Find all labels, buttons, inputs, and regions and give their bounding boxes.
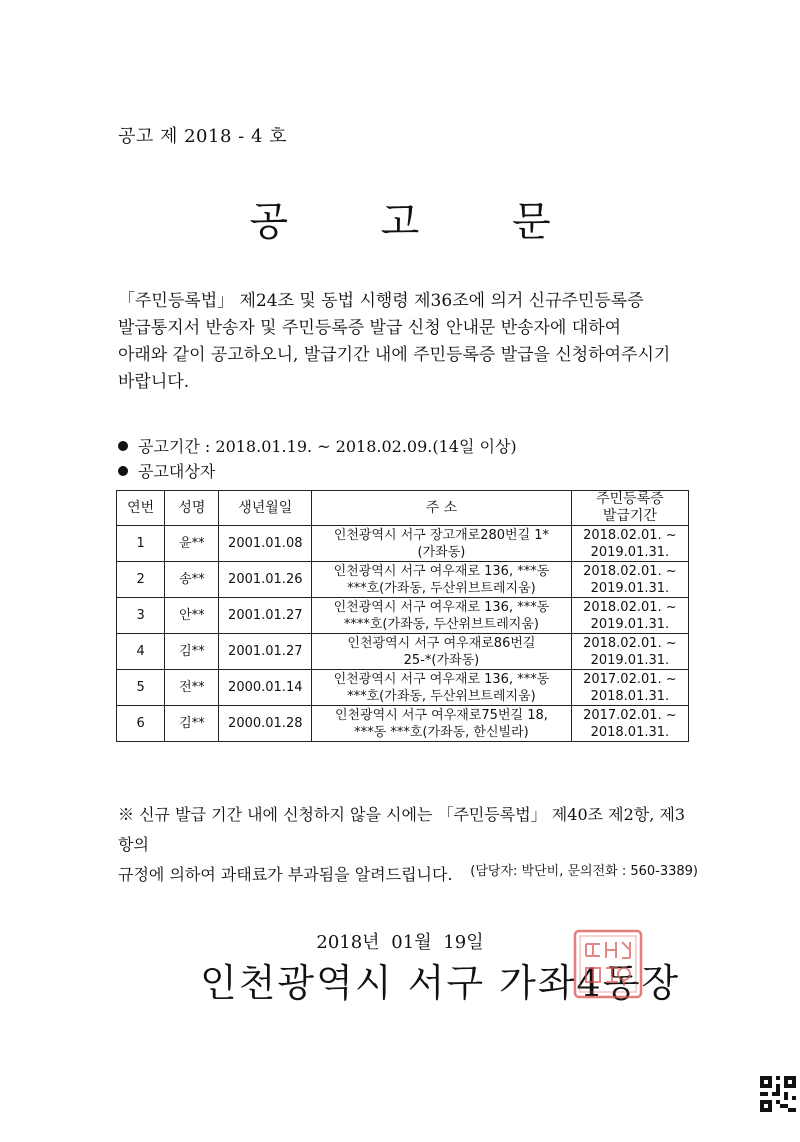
cell-period [571,526,688,562]
header-no: 연번 [117,491,165,526]
records-table [116,490,689,742]
header-birth: 생년월일 [219,491,312,526]
cell-no: 1 [117,526,165,562]
period-start: 2018.02.01. ~ [583,599,677,615]
note-line: ※ 신규 발급 기간 내에 신청하지 않을 시에는 「주민등록법」 제40조 제2항, 제3항의 [118,805,686,854]
cell-name: 김** [165,634,219,670]
cell-no: 2 [117,562,165,598]
period-end: 2018.01.31. [590,724,670,740]
period-start: 2017.02.01. ~ [583,707,677,723]
address-line: 인천광역시 서구 여우재로 136, ***동 [333,563,550,579]
address-line: 25-*(가좌동) [403,652,480,668]
table-row [117,670,689,706]
cell-period [571,634,688,670]
issue-date: 2018년 01월 19일 [316,932,484,953]
period-end: 2019.01.31. [590,652,670,668]
cell-address [312,670,572,706]
address-line: 인천광역시 서구 여우재로86번길 [347,635,536,651]
intro-line: 발급통지서 반송자 및 주민등록증 발급 신청 안내문 반송자에 대하여 [118,318,622,338]
cell-birth: 2001.01.26 [219,562,312,598]
cell-address [312,562,572,598]
cell-address [312,598,572,634]
header-address: 주 소 [312,491,572,526]
address-line: (가좌동) [417,544,466,560]
table-row [117,598,689,634]
cell-name: 안** [165,598,219,634]
notice-period [118,434,517,457]
period-end: 2019.01.31. [590,580,670,596]
period-end: 2018.01.31. [590,688,670,704]
header-period-line1: 주민등록증 [596,491,664,507]
cell-name: 김** [165,706,219,742]
cell-no: 3 [117,598,165,634]
period-start: 2018.02.01. ~ [583,527,677,543]
targets-heading [118,459,215,482]
address-line: 인천광역시 서구 여우재로 136, ***동 [333,599,550,615]
intro-line: 바랍니다. [118,372,190,392]
targets-heading-text: 공고대상자 [138,462,216,481]
address-line: ***호(가좌동, 두산위브트레지움) [347,688,536,704]
intro-line: 아래와 같이 공고하오니, 발급기간 내에 주민등록증 발급을 신청하여주시기 [118,345,671,365]
issuer-name: 인천광역시 서구 가좌4동장 [200,961,681,1005]
cell-birth: 2001.01.27 [219,598,312,634]
qr-code-icon [760,1076,796,1112]
address-line: ****호(가좌동, 두산위브트레지움) [343,616,539,632]
cell-address [312,634,572,670]
address-line: 인천광역시 서구 장고개로280번길 1* [333,527,550,543]
header-period [571,491,688,526]
cell-address [312,706,572,742]
header-period-line2: 발급기간 [602,508,657,524]
cell-name: 전** [165,670,219,706]
notice-period-text: 공고기간 : 2018.01.19. ~ 2018.02.09.(14일 이상) [138,437,517,456]
header-name: 성명 [165,491,219,526]
period-start: 2017.02.01. ~ [583,671,677,687]
cell-no: 5 [117,670,165,706]
bullet-icon [118,441,128,451]
table-row [117,562,689,598]
cell-address [312,526,572,562]
address-line: 인천광역시 서구 여우재로75번길 18, [335,707,548,723]
period-start: 2018.02.01. ~ [583,563,677,579]
cell-birth: 2000.01.14 [219,670,312,706]
cell-name: 송** [165,562,219,598]
address-line: 인천광역시 서구 여우재로 136, ***동 [333,671,550,687]
cell-birth: 2001.01.08 [219,526,312,562]
cell-no: 6 [117,706,165,742]
table-row [117,526,689,562]
table-header-row [117,491,689,526]
cell-birth: 2001.01.27 [219,634,312,670]
table-row [117,634,689,670]
intro-line: 「주민등록법」 제24조 및 동법 시행령 제36조에 의거 신규주민등록증 [118,291,644,311]
cell-period [571,598,688,634]
bullet-icon [118,466,128,476]
period-start: 2018.02.01. ~ [583,635,677,651]
table-row [117,706,689,742]
period-end: 2019.01.31. [590,544,670,560]
cell-period [571,670,688,706]
contact-info: (담당자: 박단비, 문의전화 : 560-3389) [470,864,698,879]
cell-period [571,562,688,598]
intro-paragraph [118,288,698,396]
cell-period [571,706,688,742]
address-line: ***호(가좌동, 두산위브트레지움) [347,580,536,596]
period-end: 2019.01.31. [590,616,670,632]
address-line: ***동 ***호(가좌동, 한신빌라) [354,724,529,740]
cell-birth: 2000.01.28 [219,706,312,742]
cell-no: 4 [117,634,165,670]
official-seal-icon [572,928,644,1000]
document-title: 공 고 문 [249,199,591,245]
note-line: 규정에 의하여 과태료가 부과됨을 알려드립니다. [118,865,453,884]
notice-number: 공고 제 2018 - 4 호 [118,126,288,147]
cell-name: 윤** [165,526,219,562]
